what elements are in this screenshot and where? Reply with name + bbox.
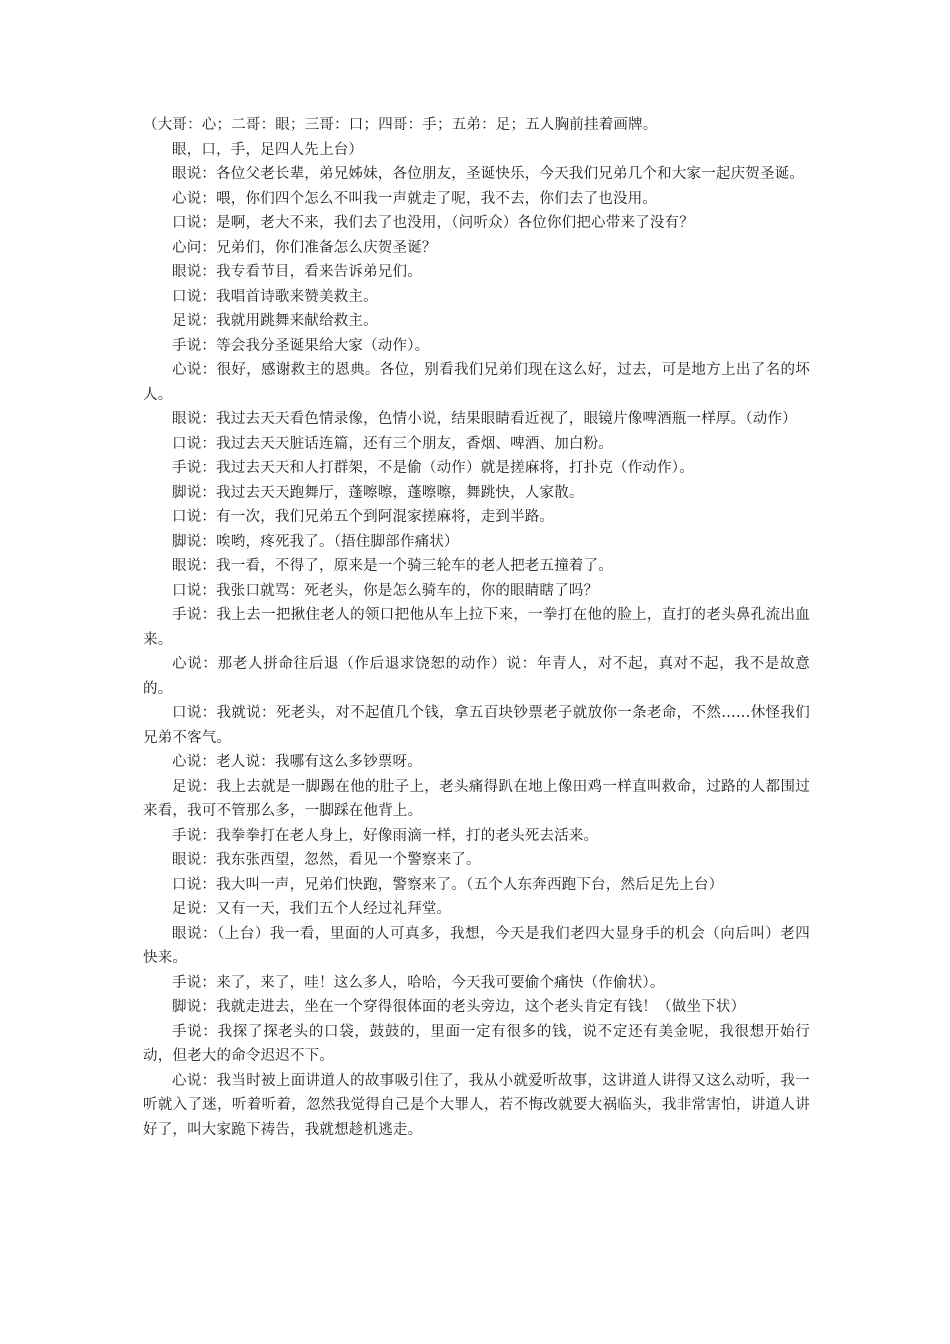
paragraph: 眼说：我专看节目，看来告诉弟兄们。 bbox=[172, 264, 422, 280]
paragraph: 足说：又有一天，我们五个人经过礼拜堂。 bbox=[172, 901, 452, 917]
paragraph-stage-direction: 眼，口，手，足四人先上台） bbox=[172, 141, 364, 158]
paragraph: 手说：我过去天天和人打群架，不是偷（动作）就是搓麻将，打扑克（作动作）。 bbox=[172, 460, 694, 476]
paragraph: 手说：我探了探老头的口袋，鼓鼓的，里面一定有很多的钱，说不定还有美金呢，我很想开始行动，但老大的命令迟迟不下。 bbox=[143, 1023, 810, 1064]
document-page bbox=[143, 113, 810, 1142]
paragraph: 眼说：各位父老长辈，弟兄姊妹，各位朋友，圣诞快乐，今天我们兄弟几个和大家一起庆贺圣诞。 bbox=[172, 166, 805, 182]
paragraph: 心说：那老人拼命往后退（作后退求饶恕的动作）说：年青人，对不起，真对不起，我不是故意的。 bbox=[143, 656, 810, 697]
paragraph: 口说：我大叫一声，兄弟们快跑，警察来了。（五个人东奔西跑下台，然后足先上台） bbox=[172, 876, 724, 893]
paragraph: 足说：我就用跳舞来献给救主。 bbox=[172, 313, 378, 329]
paragraph: 心说：老人说：我哪有这么多钞票呀。 bbox=[172, 754, 422, 770]
paragraph: 心说：很好，感谢救主的恩典。各位，别看我们兄弟们现在这么好，过去，可是地方上出了名的坏人。 bbox=[143, 362, 810, 403]
paragraph: 脚说：唉哟，疼死我了。（捂住脚部作痛状） bbox=[172, 533, 459, 550]
paragraph: 眼说：（上台）我一看，里面的人可真多，我想，今天是我们老四大显身手的机会（向后叫）老四快来。 bbox=[143, 925, 810, 966]
paragraph: 手说：我拳拳打在老人身上，好像雨滴一样，打的老头死去活来。 bbox=[172, 827, 599, 844]
paragraph: 口说：是啊，老大不来，我们去了也没用，（问听众）各位你们把心带来了没有？ bbox=[172, 215, 694, 231]
paragraph: 眼说：我一看，不得了，原来是一个骑三轮车的老人把老五撞着了。 bbox=[172, 558, 613, 574]
paragraph: 脚说：我过去天天跑舞厅，蓬嚓嚓，蓬嚓嚓，舞跳快，人家散。 bbox=[172, 484, 584, 501]
paragraph: 口说：我过去天天脏话连篇，还有三个朋友，香烟、啤酒、加白粉。 bbox=[172, 435, 613, 452]
paragraph: 口说：我张口就骂：死老头，你是怎么骑车的，你的眼睛瞎了吗？ bbox=[172, 582, 599, 599]
paragraph: 足说：我上去就是一脚踢在他的肚子上，老头痛得趴在地上像田鸡一样直叫救命，过路的人都围过来看，我可不管那么多，一脚踩在他背上。 bbox=[143, 778, 810, 819]
paragraph: 心问：兄弟们，你们准备怎么庆贺圣诞？ bbox=[172, 239, 437, 256]
paragraph: 心说：我当时被上面讲道人的故事吸引住了，我从小就爱听故事，这讲道人讲得又这么动听，我一听就入了迷，听着听着，忽然我觉得自己是个大罪人，若不悔改就要大祸临头，我非常害怕，讲道人讲好了，叫大家跪下祷告，我就想趁机逃走。 bbox=[143, 1072, 810, 1138]
paragraph: 手说：我上去一把揪住老人的领口把他从车上拉下来，一拳打在他的脸上，直打的老头鼻孔流出血来。 bbox=[143, 607, 810, 648]
paragraph: 心说：喂，你们四个怎么不叫我一声就走了呢，我不去，你们去了也没用。 bbox=[172, 190, 658, 207]
paragraph: 眼说：我东张西望，忽然，看见一个警察来了。 bbox=[172, 852, 481, 868]
paragraph: 口说：我唱首诗歌来赞美救主。 bbox=[172, 288, 378, 305]
paragraph: 眼说：我过去天天看色情录像，色情小说，结果眼睛看近视了，眼镜片像啤酒瓶一样厚。（动作） bbox=[172, 411, 797, 427]
paragraph: 口说：有一次，我们兄弟五个到阿混家搓麻将，走到半路。 bbox=[172, 509, 555, 525]
paragraph: 脚说：我就走进去，坐在一个穿得很体面的老头旁边，这个老头肯定有钱！（做坐下状） bbox=[172, 999, 746, 1015]
paragraph-cast-intro: （大哥：心；二哥：眼；三哥：口；四哥：手；五弟：足；五人胸前挂着画牌。 bbox=[143, 117, 658, 133]
paragraph: 口说：我就说：死老头，对不起值几个钱，拿五百块钞票老子就放你一条老命，不然……休怪我们兄弟不客气。 bbox=[143, 705, 810, 746]
paragraph: 手说：来了，来了，哇！这么多人，哈哈，今天我可要偷个痛快（作偷状）。 bbox=[172, 974, 665, 991]
paragraph: 手说：等会我分圣诞果给大家（动作）。 bbox=[172, 337, 430, 354]
